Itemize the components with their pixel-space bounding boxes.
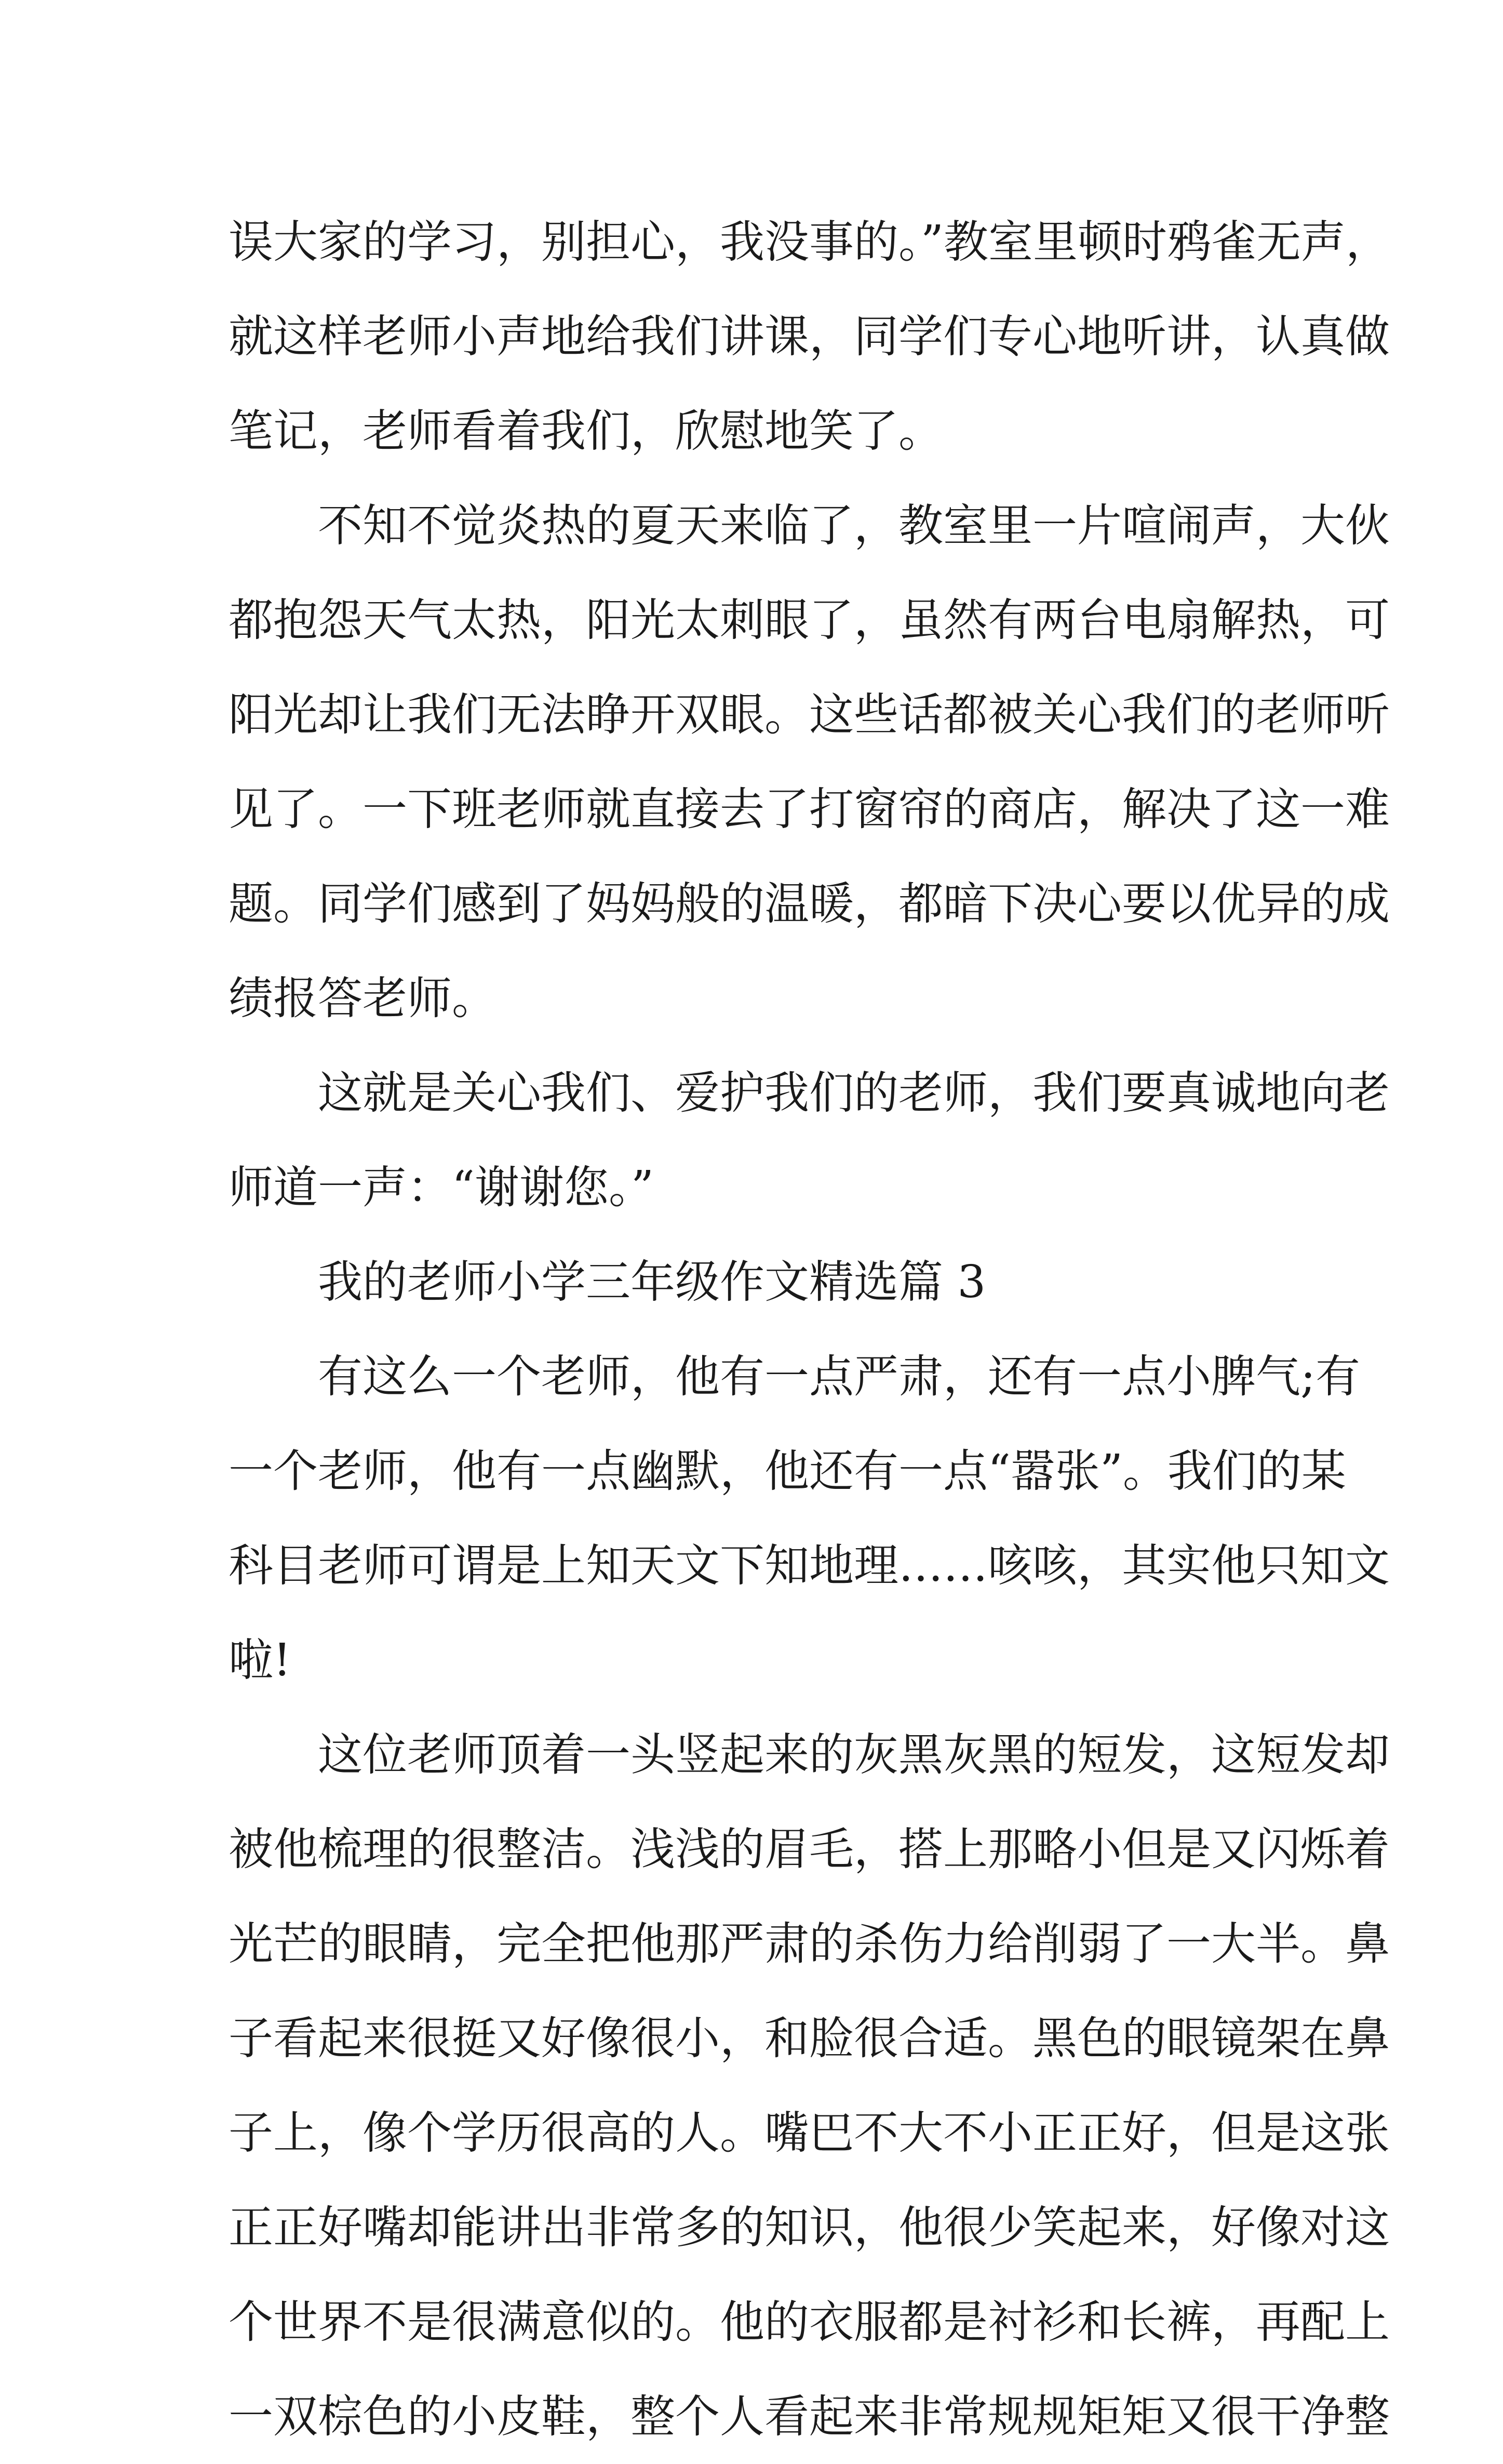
section-heading: 我的老师小学三年级作文精选篇 3 [318,1256,986,1308]
text-line: 光芒的眼睛，完全把他那严肃的杀伤力给削弱了一大半。鼻 [229,1918,1390,1970]
text-line: 科目老师可谓是上知天文下知地理……咳咳，其实他只知文 [229,1540,1390,1592]
text-line: 笔记，老师看着我们，欣慰地笑了。 [229,405,943,457]
text-line: 误大家的学习，别担心，我没事的。”教室里顿时鸦雀无声， [229,216,1390,268]
text-line: 子上，像个学历很高的人。嘴巴不大不小正正好，但是这张 [229,2107,1390,2159]
text-line: 子看起来很挺又好像很小，和脸很合适。黑色的眼镜架在鼻 [229,2013,1390,2065]
text-line: 一个老师，他有一点幽默，他还有一点“嚣张”。我们的某 [229,1445,1346,1497]
document-page [229,195,1390,2464]
text-line: 有这么一个老师，他有一点严肃，还有一点小脾气;有 [318,1351,1360,1403]
text-line: 师道一声：“谢谢您。” [229,1162,654,1214]
text-line: 这位老师顶着一头竖起来的灰黑灰黑的短发，这短发却 [318,1729,1390,1781]
text-line: 就这样老师小声地给我们讲课，同学们专心地听讲，认真做 [229,311,1390,363]
text-line: 一双棕色的小皮鞋，整个人看起来非常规规矩矩又很干净整 [229,2391,1390,2443]
text-line: 绩报答老师。 [229,973,496,1024]
text-line: 这就是关心我们、爱护我们的老师，我们要真诚地向老 [318,1067,1390,1119]
text-line: 正正好嘴却能讲出非常多的知识，他很少笑起来，好像对这 [229,2202,1390,2254]
text-line: 被他梳理的很整洁。浅浅的眉毛，搭上那略小但是又闪烁着 [229,1823,1390,1875]
text-line: 都抱怨天气太热，阳光太刺眼了，虽然有两台电扇解热，可 [229,594,1390,646]
text-line: 见了。一下班老师就直接去了打窗帘的商店，解决了这一难 [229,783,1390,835]
text-line: 题。同学们感到了妈妈般的温暖，都暗下决心要以优异的成 [229,878,1390,930]
text-line: 啦! [229,1634,291,1686]
text-line: 不知不觉炎热的夏天来临了，教室里一片喧闹声，大伙 [318,500,1390,552]
text-line: 个世界不是很满意似的。他的衣服都是衬衫和长裤，再配上 [229,2296,1390,2348]
text-line: 阳光却让我们无法睁开双眼。这些话都被关心我们的老师听 [229,689,1390,741]
